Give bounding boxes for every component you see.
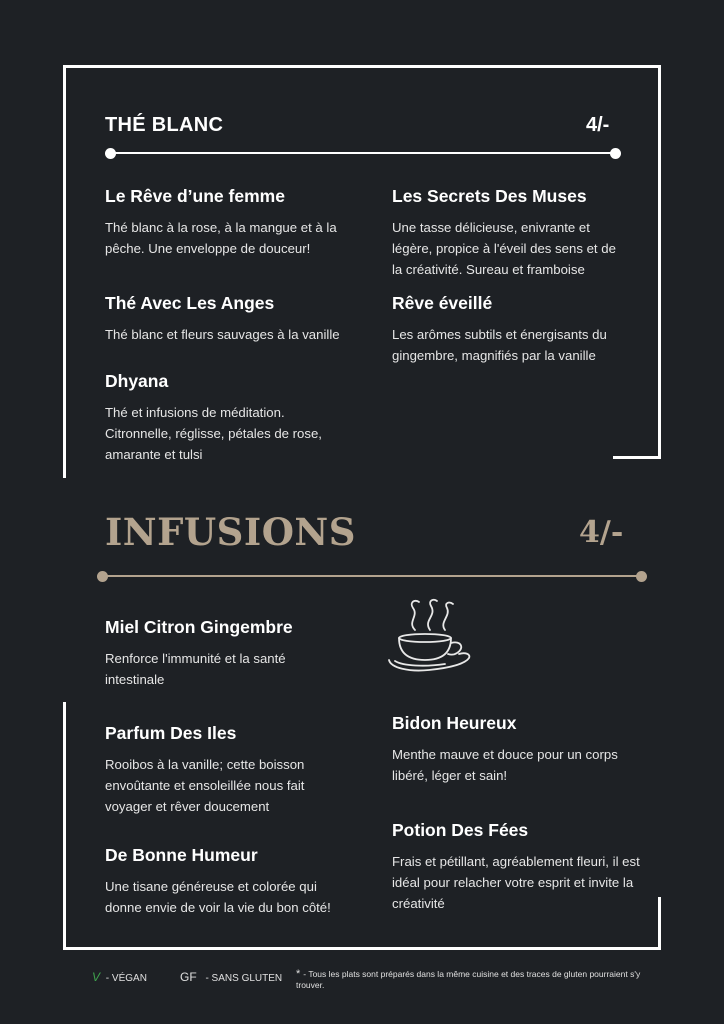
frame-top-line: [63, 65, 661, 68]
legend-gluten-free-label: - SANS GLUTEN: [205, 973, 283, 984]
frame-left-lower-line: [63, 702, 66, 950]
divider-dot-right: [610, 148, 621, 159]
menu-item-description: Menthe mauve et douce pour un corps libéré, léger et sain!: [392, 747, 618, 783]
menu-item: [392, 186, 662, 280]
menu-item-name: Le Rêve d’une femme: [105, 186, 285, 206]
frame-left-upper-line: [63, 65, 66, 478]
divider-the-blanc: [110, 152, 616, 154]
menu-item: [392, 820, 662, 914]
menu-item-description: Une tasse délicieuse, enivrante et légère, propice à l'éveil des sens et de la créativité. Sureau et framboise: [392, 220, 616, 277]
menu-item: [105, 845, 375, 918]
menu-item-description: Les arômes subtils et énergisants du gingembre, magnifiés par la vanille: [392, 327, 607, 363]
menu-item-name: Parfum Des Iles: [105, 723, 237, 743]
section-price-infusions: 4/-: [579, 515, 624, 550]
gluten-free-icon: GF: [180, 970, 197, 984]
menu-item: [392, 293, 662, 366]
divider-infusions: [102, 575, 642, 577]
asterisk-icon: *: [296, 968, 301, 980]
menu-item-name: Thé Avec Les Anges: [105, 293, 275, 313]
divider-dot-left: [105, 148, 116, 159]
divider-dot-right: [636, 571, 647, 582]
legend-vegan: [92, 970, 147, 984]
menu-item-name: Dhyana: [105, 371, 169, 391]
menu-item-name: Potion Des Fées: [392, 820, 529, 840]
frame-right-upper-tick: [613, 456, 661, 459]
menu-item-name: Les Secrets Des Muses: [392, 186, 587, 206]
section-title-infusions: INFUSIONS: [105, 510, 356, 554]
menu-item-name: Miel Citron Gingembre: [105, 617, 293, 637]
menu-item-description: Thé blanc à la rose, à la mangue et à la pêche. Une enveloppe de douceur!: [105, 220, 337, 256]
menu-item-name: De Bonne Humeur: [105, 845, 258, 865]
menu-item-description: Thé blanc et fleurs sauvages à la vanille: [105, 327, 340, 342]
coffee-cup-icon: [385, 598, 480, 676]
frame-bottom-line: [63, 947, 661, 950]
section-title-the-blanc: THÉ BLANC: [105, 114, 224, 136]
menu-item: [105, 371, 375, 465]
menu-item-description: Une tisane généreuse et colorée qui donne envie de voir la vie du bon côté!: [105, 879, 331, 915]
menu-item-name: Bidon Heureux: [392, 713, 517, 733]
vegan-icon: V: [92, 970, 101, 984]
menu-item: [105, 293, 375, 345]
menu-item: [105, 186, 375, 259]
menu-item: [105, 617, 375, 690]
legend-note: [296, 969, 646, 991]
menu-item: [105, 723, 375, 817]
menu-item: [392, 713, 662, 786]
legend-vegan-label: - VÉGAN: [105, 973, 147, 984]
menu-item-name: Rêve éveillé: [392, 293, 493, 313]
section-price-the-blanc: 4/-: [586, 114, 610, 136]
divider-dot-left: [97, 571, 108, 582]
menu-item-description: Frais et pétillant, agréablement fleuri, il est idéal pour relacher votre esprit et invite la créativité: [392, 854, 640, 911]
legend-gluten-free: [180, 970, 282, 984]
legend-note-text: - Tous les plats sont préparés dans la même cuisine et des traces de gluten pourraient s'y trouver.: [296, 969, 641, 990]
menu-item-description: Thé et infusions de méditation. Citronnelle, réglisse, pétales de rose, amarante et tulsi: [105, 405, 322, 462]
menu-item-description: Rooibos à la vanille; cette boisson envoûtante et ensoleillée nous fait voyager et rêver doucement: [105, 757, 305, 814]
menu-item-description: Renforce l'immunité et la santé intestinale: [105, 651, 286, 687]
